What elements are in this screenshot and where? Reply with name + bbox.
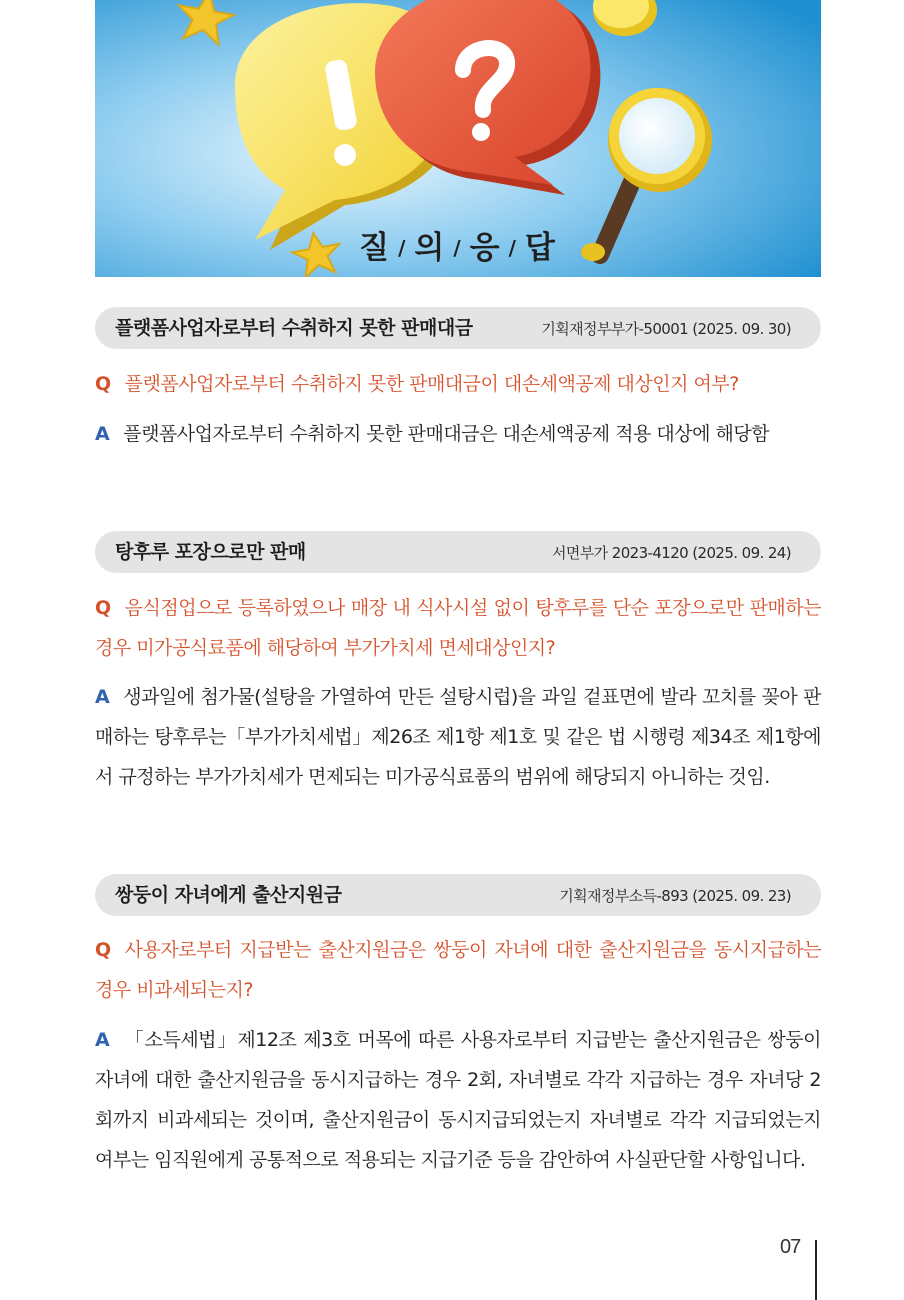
answer [95,414,821,454]
question-text: 플랫폼사업자로부터 수취하지 못한 판매대금이 대손세액공제 대상인지 여부? [124,373,739,395]
question-label: Q [95,597,111,619]
banner-title-part: 의 [414,230,447,266]
answer-text: 플랫폼사업자로부터 수취하지 못한 판매대금은 대손세액공제 적용 대상에 해당함 [123,423,770,445]
item-header [95,874,821,916]
answer [95,1020,821,1180]
answer-label: A [95,686,110,708]
item-reference: 기획재정부소득-893 (2025. 09. 23) [559,887,791,905]
answer-label: A [95,1029,110,1051]
item-reference: 서면부가 2023-4120 (2025. 09. 24) [552,544,791,562]
item-header [95,307,821,349]
question-label: Q [95,939,111,961]
answer [95,677,821,797]
answer-text: 「소득세법」제12조 제3호 머목에 따른 사용자로부터 지급받는 출산지원금은 쌍둥이 자녀에 대한 출산지원금을 동시지급하는 경우 2회, 자녀별로 각각 지급하는 경우 자녀당 2회까지 비과세되는 것이며, 출산지원금이 동시지급되었는지 자녀별로 각각 지급되었는지 여부는 임직원에게 공통적으로 적용되는 지급기준 등을 감안하여 사실판단할 사항입니다. [95,1029,821,1171]
item-title: 탕후루 포장으로만 판매 [115,541,306,563]
banner-title-separator: / [398,236,408,260]
item-title: 플랫폼사업자로부터 수취하지 못한 판매대금 [115,317,473,339]
item-header [95,531,821,573]
question [95,364,821,404]
item-reference: 기획재정부부가-50001 (2025. 09. 30) [541,320,791,338]
question-label: Q [95,373,111,395]
item-title: 쌍둥이 자녀에게 출산지원금 [115,884,342,906]
page-number: 07 [780,1236,801,1258]
answer-text: 생과일에 첨가물(설탕을 가열하여 만든 설탕시럽)을 과일 겉표면에 발라 꼬치를 꽂아 판매하는 탕후루는「부가가치세법」제26조 제1항 제1호 및 같은 법 시행령 제34조 제1항에서 규정하는 부가가치세가 면제되는 미가공식료품의 범위에 해당되지 아니하는 것임. [95,686,821,788]
banner-title-separator: / [453,236,463,260]
banner-title-part: 응 [469,230,502,266]
question [95,588,821,668]
answer-label: A [95,423,110,445]
banner-title-part: 질 [359,230,392,266]
qa-banner [95,0,821,277]
question-text: 음식점업으로 등록하였으나 매장 내 식사시설 없이 탕후루를 단순 포장으로만 판매하는 경우 미가공식료품에 해당하여 부가가치세 면세대상인지? [95,597,821,659]
banner-title-separator: / [508,236,518,260]
question-text: 사용자로부터 지급받는 출산지원금은 쌍둥이 자녀에 대한 출산지원금을 동시지급하는 경우 비과세되는지? [95,939,821,1001]
banner-title-part: 답 [524,230,557,266]
question [95,930,821,1010]
banner-title [95,222,821,267]
page-number-rule [815,1240,817,1300]
